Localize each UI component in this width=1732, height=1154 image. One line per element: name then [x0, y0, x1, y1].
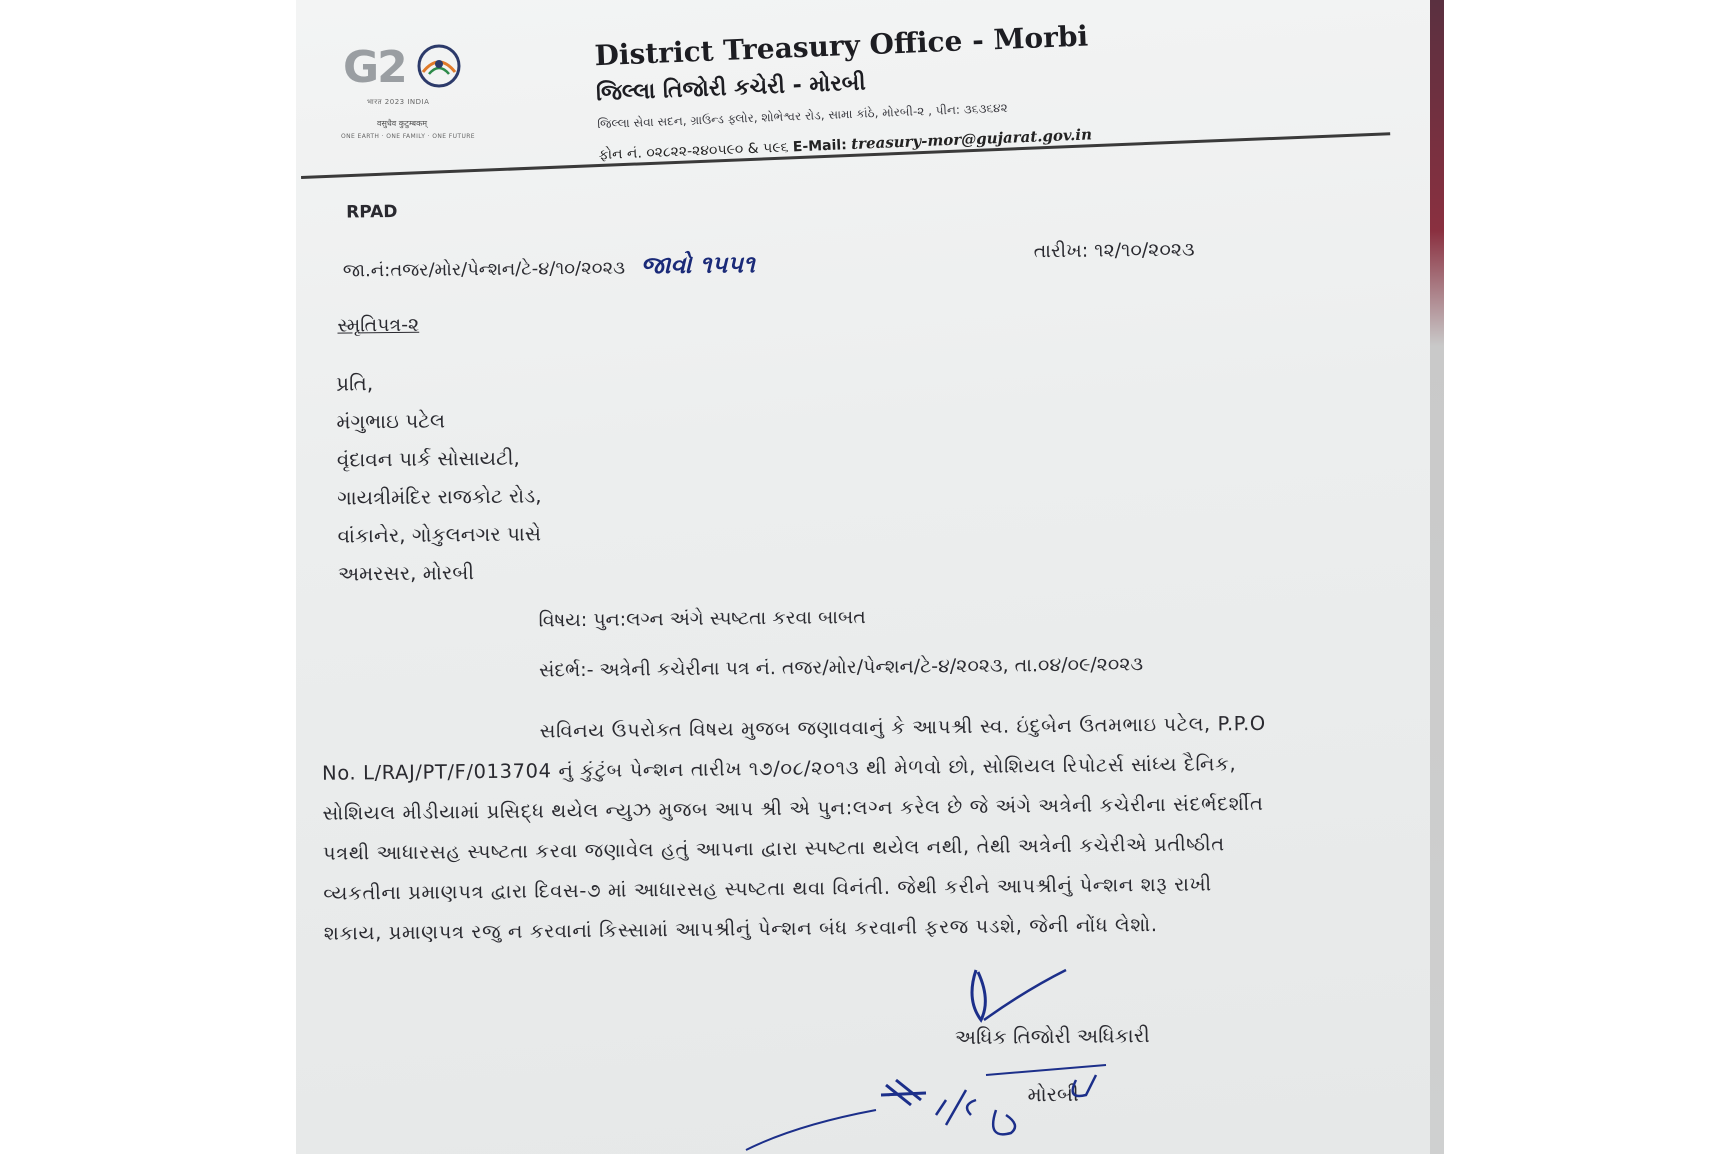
document-photo — [296, 0, 1444, 1154]
signatory-place: મોરબી — [1027, 1081, 1079, 1107]
letter-reference: સંદર્ભ:- અત્રેની કચેરીના પત્ર નં. તજર/મોર/પેન્શન/ટે-૪/૨૦૨૩, તા.૦૪/૦૯/૨૦૨૩ — [538, 653, 1144, 682]
reference-number-text: જા.નં:તજર/મોર/પેન્શન/ટે-૪/૧૦/૨૦૨૩ — [342, 257, 626, 282]
office-email: treasury-mor@gujarat.gov.in — [850, 125, 1093, 153]
photo-edge — [1430, 0, 1444, 1154]
email-label: E-Mail: — [792, 137, 848, 156]
recipient-line: પ્રતિ, — [335, 371, 374, 396]
logo-line-3: ONE EARTH · ONE FAMILY · ONE FUTURE — [341, 133, 475, 140]
dispatch-mode: RPAD — [346, 201, 398, 223]
recipient-line: વૃંદાવન પાર્ક સોસાયટી, — [336, 445, 520, 472]
office-title-gujarati: જિલ્લા તિજોરી કચેરી - મોરબી — [595, 70, 867, 107]
body-line: શકાય, પ્રમાણપત્ર રજુ ન કરવાનાં કિસ્સામાં આપશ્રીનું પેન્શન બંધ કરવાની ફરજ પડશે, જેની નોંધ લેશો. — [323, 913, 1158, 945]
g20-emblem-icon — [341, 38, 471, 90]
recipient-line: વાંકાનેર, ગોકુલનગર પાસે — [337, 521, 542, 548]
body-line: પત્રથી આધારસહ સ્પષ્ટતા કરવા જણાવેલ હતું આપના દ્વારા સ્પષ્ટતા થયેલ નથી, તેથી અત્રેની કચેરીએ પ્રતીષ્ઠીત — [322, 832, 1225, 865]
office-phone: ફોન નં. ૦૨૮૨૨-૨૪૦૫૯૦ & ૫૯૬ — [598, 139, 789, 164]
logo-line-2: वसुधैव कुटुम्बकम् — [377, 119, 428, 128]
recipient-line: ગાયત્રીમંદિર રાજકોટ રોડ, — [337, 483, 542, 510]
body-line: વ્યકતીના પ્રમાણપત્ર દ્વારા દિવસ-૭ માં આધારસહ સ્પષ્ટતા થવા વિનંતી. જેથી કરીને આપશ્રીનું પેન્શન શરૂ રાખી — [323, 872, 1212, 905]
office-address: જિલ્લા સેવા સદન, ગ્રાઉન્ડ ફ્લોર, શોભેશ્વર રોડ, સામા કાંઠે, મોરબી-૨ , પીન: ૩૬૩૬૪૨ — [597, 100, 1008, 132]
reference-number — [343, 250, 755, 282]
recipient-line: મંગુભાઇ પટેલ — [336, 408, 446, 434]
g20-logo — [341, 38, 481, 148]
memo-label: સ્મૃતિપત્ર-૨ — [337, 313, 420, 337]
body-line: સોશિયલ મીડીયામાં પ્રસિદ્ધ થયેલ ન્યુઝ મુજબ આપ શ્રી એ પુન:લગ્ન કરેલ છે જે અંગે અત્રેની કચેરીના સંદર્ભદર્શીત — [322, 791, 1264, 825]
handwritten-outward-number: જાવો ૧૫૫૧ — [640, 250, 755, 280]
letter-sheet — [296, 0, 1430, 1154]
logo-line-1: भारत 2023 INDIA — [367, 98, 430, 106]
letter-date: તારીખ: ૧૨/૧૦/૨૦૨૩ — [1033, 238, 1195, 263]
office-contact — [598, 125, 1092, 163]
letter-subject: વિષય: પુન:લગ્ન અંગે સ્પષ્ટતા કરવા બાબત — [538, 606, 866, 632]
body-line: No. L/RAJ/PT/F/013704 નું કુંટુંબ પેન્શન તારીખ ૧૭/૦૮/૨૦૧૩ થી મેળવો છો, સોશિયલ રિપોટર્સ સાંધ્ય દૈનિક, — [321, 752, 1237, 785]
signatory-title: અધિક તિજોરી અધિકારી — [954, 1023, 1150, 1050]
initials-scribble-icon — [736, 1055, 1116, 1154]
office-title-english: District Treasury Office - Morbi — [593, 19, 1089, 73]
body-line: સવિનય ઉપરોક્ત વિષય મુજબ જણાવવાનું કે આપશ્રી સ્વ. ઇંદુબેન ઉતમભાઇ પટેલ, P.P.O — [539, 711, 1266, 743]
signature-icon — [936, 960, 1096, 1060]
recipient-line: અમરસર, મોરબી — [337, 560, 475, 586]
svg-text:G2: G2 — [343, 42, 406, 90]
